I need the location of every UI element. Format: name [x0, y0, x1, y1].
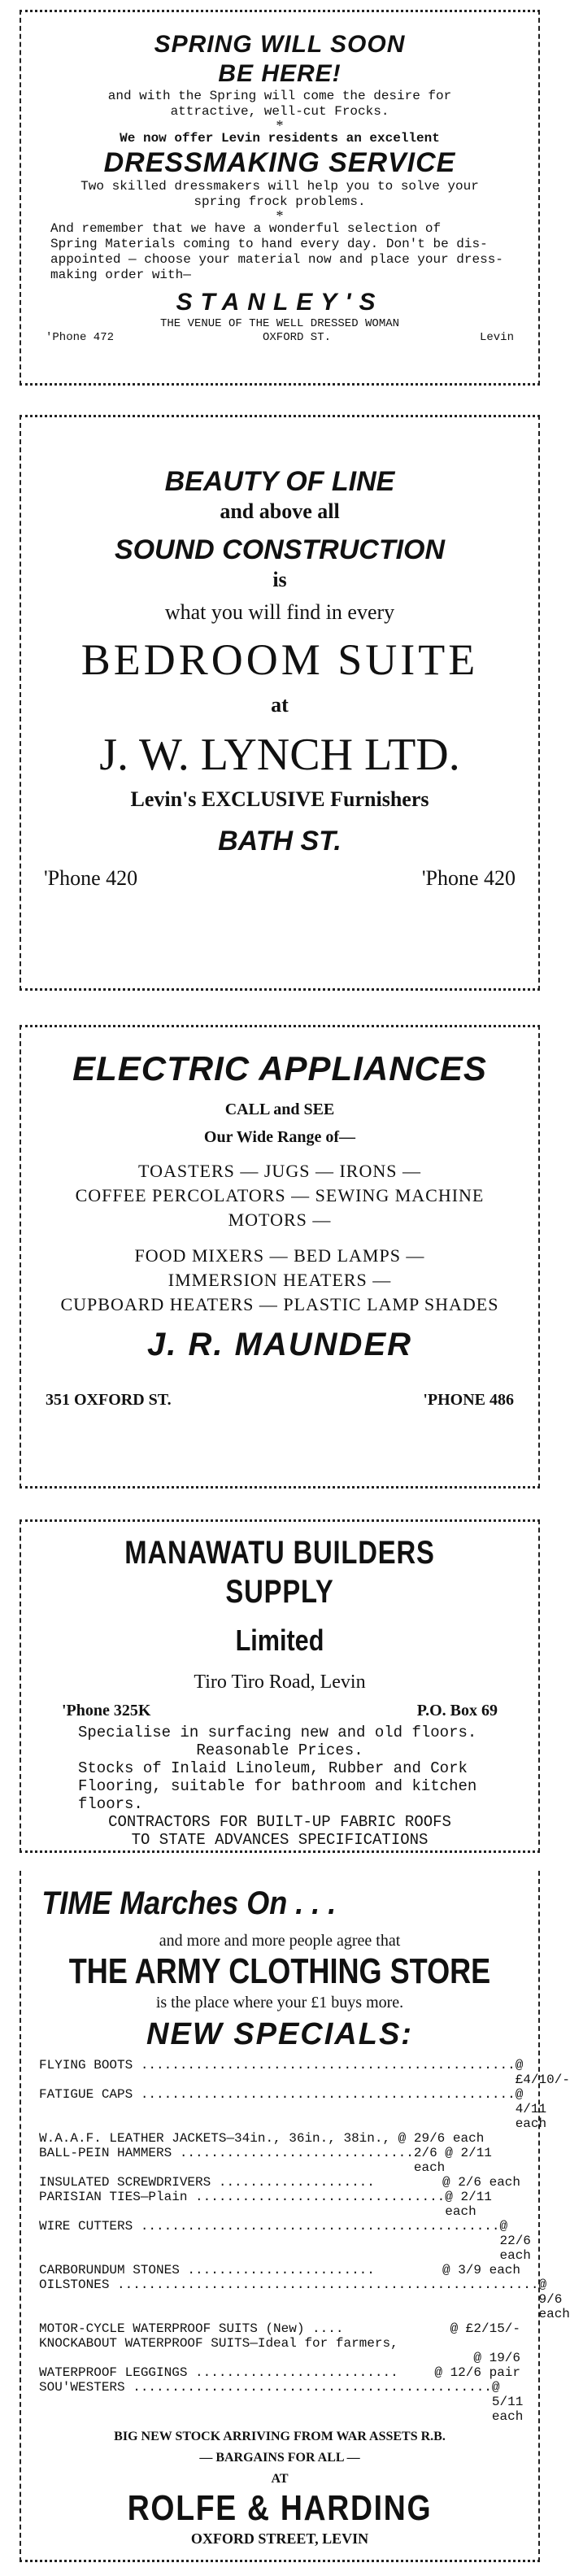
builders-stock-1: Stocks of Inlaid Linoleum, Rubber and Cork: [78, 1759, 468, 1777]
stanleys-heading-1: SPRING WILL SOON: [154, 31, 406, 58]
stanleys-remember-2: Spring Materials coming to hand every day. Don't be dis-: [50, 237, 488, 251]
builders-road: Tiro Tiro Road, Levin: [194, 1672, 366, 1693]
stanleys-phone: 'Phone 472: [46, 331, 115, 344]
list-item: BALL-PEIN HAMMERS .............................. 2/6 @ 2/11 each: [39, 2146, 492, 2175]
builders-limited: Limited: [235, 1624, 324, 1657]
lynch-is: is: [272, 568, 287, 591]
builders-advertisement: [20, 1519, 540, 1853]
stanleys-tagline: THE VENUE OF THE WELL DRESSED WOMAN: [159, 317, 400, 330]
specials-list: [21, 2058, 570, 2424]
list-item: KNOCKABOUT WATERPROOF SUITS—Ideal for farmers,: [39, 2336, 398, 2351]
appliance-line-1: TOASTERS — JUGS — IRONS —: [138, 1161, 421, 1181]
army-heading: TIME Marches On . . .: [41, 1885, 337, 1921]
maunder-advertisement: [20, 1025, 540, 1489]
lynch-phone-row: [21, 866, 538, 891]
builders-pobox: P.O. Box 69: [416, 1702, 498, 1720]
appliance-line-6: CUPBOARD HEATERS — PLASTIC LAMP SHADES: [60, 1294, 499, 1314]
list-item: PARISIAN TIES—Plain ................................ @ 2/11 each: [39, 2190, 492, 2219]
maunder-name: J. R. MAUNDER: [146, 1327, 413, 1362]
list-item: CARBORUNDUM STONES ........................ @ 3/9 each: [39, 2263, 520, 2277]
list-item: W.A.A.F. LEATHER JACKETS—34in., 36in., 38in., @ 29/6 each: [39, 2131, 485, 2146]
stanleys-service: DRESSMAKING SERVICE: [103, 147, 456, 178]
builders-contact-row: [21, 1701, 538, 1720]
lynch-phone-left: 'Phone 420: [44, 866, 138, 890]
lynch-advertisement: [20, 415, 540, 991]
rolfe-harding-address: OXFORD STREET, LEVIN: [190, 2530, 369, 2547]
stanleys-offer: We now offer Levin residents an excellent: [120, 131, 440, 146]
builders-spec-1: Specialise in surfacing new and old floors.: [78, 1724, 477, 1741]
stanleys-town: Levin: [479, 331, 514, 344]
stanleys-remember-3: appointed — choose your material now and place your dress-: [50, 252, 503, 267]
appliance-line-3: MOTORS —: [228, 1210, 332, 1230]
builders-contractors-1: CONTRACTORS FOR BUILT-UP FABRIC ROOFS: [108, 1813, 451, 1831]
list-item: SOU'WESTERS .............................................. @ 5/11 each: [39, 2380, 524, 2424]
maunder-range: Our Wide Range of—: [203, 1128, 356, 1146]
stanleys-footer-row: [21, 331, 538, 345]
lynch-and-above: and above all: [220, 499, 340, 523]
list-item: MOTOR-CYCLE WATERPROOF SUITS (New) .... @ £2/15/-: [39, 2321, 520, 2336]
builders-spec-2: Reasonable Prices.: [196, 1741, 363, 1759]
army-bargains: — BARGAINS FOR ALL —: [199, 2451, 360, 2465]
stanleys-intro-2: attractive, well-cut Frocks.: [170, 104, 389, 119]
maunder-phone: 'PHONE 486: [423, 1391, 514, 1409]
lynch-at: at: [271, 693, 289, 717]
army-specials: NEW SPECIALS:: [146, 2017, 413, 2051]
list-item: OILSTONES ...................................................... @ 9/6 each: [39, 2277, 570, 2321]
appliance-line-4: FOOD MIXERS — BED LAMPS —: [134, 1245, 425, 1266]
list-item: FATIGUE CAPS ................................................ @ 4/11 each: [39, 2087, 547, 2131]
maunder-footer-row: [21, 1390, 538, 1410]
stanleys-street: OXFORD ST.: [262, 331, 331, 344]
builders-stock-2: Flooring, suitable for bathroom and kitchen: [78, 1777, 477, 1795]
army-place: is the place where your £1 buys more.: [155, 1994, 404, 2012]
army-store-name: THE ARMY CLOTHING STORE: [68, 1951, 491, 1991]
star-ornament-2: *: [276, 207, 284, 224]
lynch-name: J. W. LYNCH LTD.: [99, 730, 460, 780]
maunder-address: 351 OXFORD ST.: [46, 1391, 172, 1409]
builders-stock-3: floors.: [78, 1795, 143, 1813]
army-arriving: BIG NEW STOCK ARRIVING FROM WAR ASSETS R.B.: [114, 2430, 446, 2443]
army-agree: and more and more people agree that: [159, 1932, 401, 1950]
stanleys-remember-4: making order with—: [50, 268, 191, 282]
list-item: FLYING BOOTS ................................................ @ £4/10/-: [39, 2058, 570, 2087]
maunder-heading: ELECTRIC APPLIANCES: [72, 1049, 487, 1087]
stanleys-advertisement: [20, 10, 540, 386]
stanleys-heading-2: BE HERE!: [218, 60, 342, 87]
star-ornament-1: *: [276, 117, 284, 133]
army-at: AT: [271, 2472, 289, 2486]
lynch-exclusive: Levin's EXCLUSIVE Furnishers: [130, 787, 429, 811]
builders-heading: MANAWATU BUILDERS SUPPLY: [124, 1535, 435, 1610]
lynch-phone-right: 'Phone 420: [421, 866, 516, 890]
list-item: @ 19/6: [473, 2351, 520, 2365]
list-item: WIRE CUTTERS .............................................. @ 22/6 each: [39, 2219, 531, 2263]
lynch-heading: BEAUTY OF LINE: [164, 466, 395, 497]
builders-phone: 'Phone 325K: [62, 1702, 151, 1720]
stanleys-service-text-2: spring frock problems.: [194, 194, 366, 209]
stanleys-remember-1: And remember that we have a wonderful selection of: [50, 221, 442, 236]
builders-contractors-2: TO STATE ADVANCES SPECIFICATIONS: [131, 1831, 429, 1849]
lynch-suite: BEDROOM SUITE: [80, 635, 479, 684]
lynch-construction: SOUND CONSTRUCTION: [114, 534, 446, 565]
lynch-find: what you will find in every: [164, 600, 395, 624]
army-store-advertisement: [20, 1871, 570, 2562]
stanleys-service-text-1: Two skilled dressmakers will help you to solve your: [80, 179, 479, 194]
appliance-line-5: IMMERSION HEATERS —: [168, 1270, 392, 1290]
list-item: INSULATED SCREWDRIVERS .................... @ 2/6 each: [39, 2175, 520, 2190]
appliance-line-2: COFFEE PERCOLATORS — SEWING MACHINE: [75, 1185, 485, 1205]
lynch-street: BATH ST.: [218, 826, 342, 856]
rolfe-harding-name: ROLFE & HARDING: [127, 2488, 433, 2528]
stanleys-name: STANLEY'S: [176, 289, 384, 316]
list-item: WATERPROOF LEGGINGS .......................... @ 12/6 pair: [39, 2365, 520, 2380]
maunder-call: CALL and SEE: [224, 1101, 335, 1118]
stanleys-intro-1: and with the Spring will come the desire for: [107, 89, 452, 103]
